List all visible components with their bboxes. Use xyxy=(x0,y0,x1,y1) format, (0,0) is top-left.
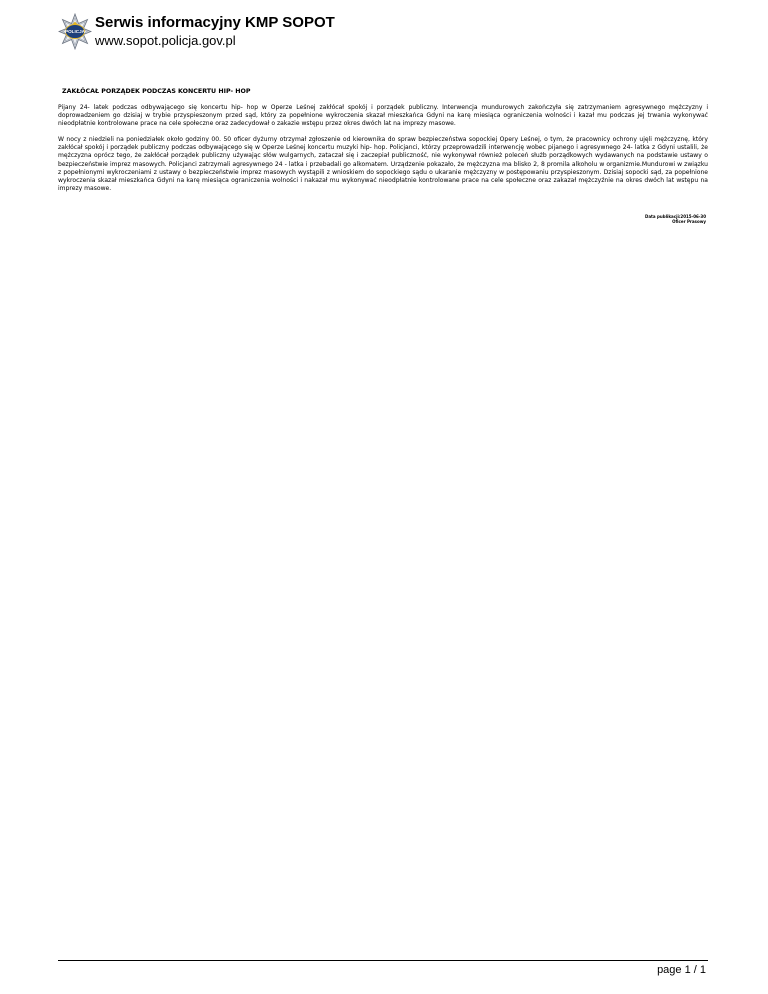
footer-divider xyxy=(58,960,708,961)
logo-text: POLICJA xyxy=(65,29,85,35)
article-paragraph: W nocy z niedzieli na poniedziałek około godziny 00. 50 oficer dyżurny otrzymał zgłoszenie od kierownika do spraw bezpieczeństwa sopockiej Opery Leśnej, o tym, że pracownicy ochrony ujęli mężczyznę, który zakłócał spokój i porządek publiczny podczas odbywającego się w Operze Leśnej koncertu muzyki hip- hop. Policjanci, którzy przeprowadzili interwencję wobec pijanego i agresywnego 24- latka z Gdyni ustalili, że mężczyzna oprócz tego, że zakłócał porządek publiczny używając słów wulgarnych, zataczał się i zaczepiał publiczność, nie wykonywał również poleceń służb porządkowych wydawanych na podstawie ustawy o bezpieczeństwie imprez masowych. Policjanci zatrzymali agresywnego 24 - latka i przebadali go alkomatem. Urządzenie pokazało, że mężczyzna ma blisko 2, 8 promila alkoholu w organizmie.Mundurowi w związku z popełnionymi wykroczeniami z ustawy o bezpieczeństwie imprez masowych wystąpili z wnioskiem do sopockiego sądu o ukaranie mężczyzny w postępowaniu przyspieszonym. Dzisiaj sopocki sąd, za popełnione wykroczenia skazał mieszkańca Gdyni na karę miesiąca ograniczenia wolności i nakazał mu wykonywać nieodpłatnie kontrolowane prace na cele społeczne oraz zakazał mężczyźnie na okres dwóch lat wstępu na imprezy masowe. xyxy=(58,136,708,192)
police-star-icon xyxy=(58,13,92,53)
page-header xyxy=(58,13,618,53)
publication-date: Data publikacji:2015-06-30 xyxy=(645,214,706,219)
article-body xyxy=(58,104,708,193)
article xyxy=(58,88,708,193)
article-author: Oficer Prasowy xyxy=(672,219,706,224)
site-title: Serwis informacyjny KMP SOPOT xyxy=(95,14,335,31)
article-paragraph: Pijany 24- latek podczas odbywającego się koncertu hip- hop w Operze Leśnej zakłócał spokój i porządek publiczny. Interwencja mundurowych zakończyła się zatrzymaniem agresywnego mężczyzny i doprowadzeniem go dzisiaj w trybie przyspieszonym przed sąd, który za popełnione wykroczenia skazał mieszkańca Gdyni na karę miesiąca ograniczenia wolności i kazał mu podczas jej trwania wykonywać nieodpłatnie kontrolowane prace na cele społeczne oraz zadecydował o zakazie wstępu przez okres dwóch lat na imprezy masowe. xyxy=(58,104,708,128)
site-url[interactable]: www.sopot.policja.gov.pl xyxy=(95,33,236,48)
article-meta xyxy=(645,214,706,224)
page-number: page 1 / 1 xyxy=(657,964,706,976)
article-title: ZAKŁÓCAŁ PORZĄDEK PODCZAS KONCERTU HIP- HOP xyxy=(62,88,251,95)
